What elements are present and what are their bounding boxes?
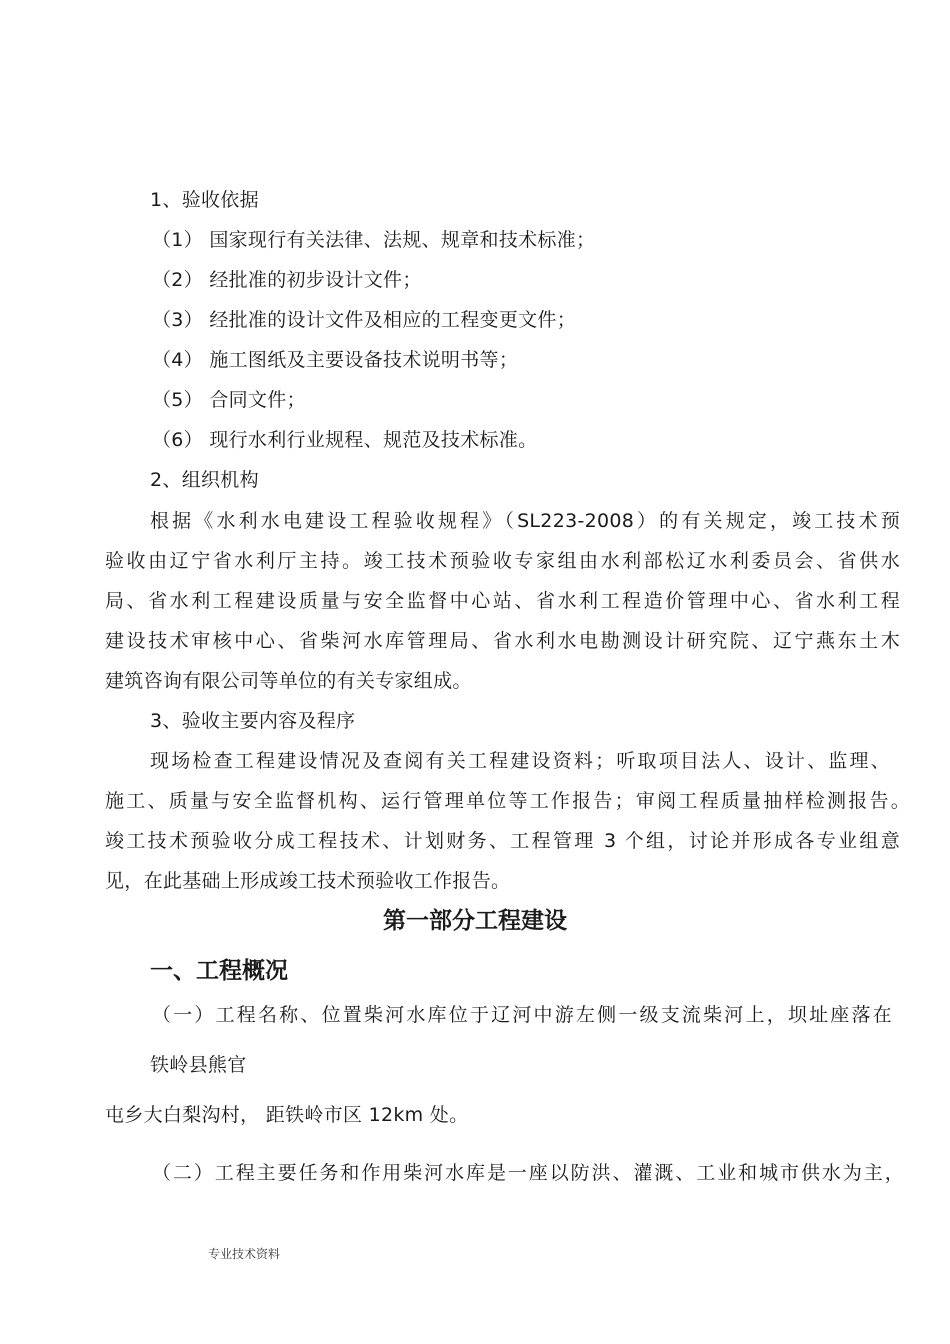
paragraph-line: 屯乡大白梨沟村， 距铁岭市区 12km 处。 [105,1104,469,1126]
paragraph-line: 建筑咨询有限公司等单位的有关专家组成。 [105,670,472,692]
page-footer: 专业技术资料 [208,1247,281,1261]
chapter-title: 一、工程概况 [150,958,288,984]
paragraph-line: 现场检查工程建设情况及查阅有关工程建设资料；听取项目法人、设计、监理、 [150,750,890,772]
paragraph-line: 根据《水利水电建设工程验收规程》（SL223-2008）的有关规定，竣工技术预 [150,510,900,532]
paragraph-line: 见，在此基础上形成竣工技术预验收工作报告。 [105,870,511,892]
paragraph-line: 验收由辽宁省水利厅主持。竣工技术预验收专家组由水利部松辽水利委员会、省供水 [105,550,900,572]
paragraph-line: 施工、质量与安全监督机构、运行管理单位等工作报告；审阅工程质量抽样检测报告。 [105,790,910,812]
paragraph-line: 铁岭县熊官 [150,1054,247,1076]
section-1-heading: 1、验收依据 [150,189,259,211]
list-item: （5） 合同文件； [152,389,306,411]
list-item: （4） 施工图纸及主要设备技术说明书等； [152,349,519,371]
paragraph-line: （二）工程主要任务和作用柴河水库是一座以防洪、灌溉、工业和城市供水为主， [152,1162,904,1184]
paragraph-line: 建设技术审核中心、省柴河水库管理局、省水利水电勘测设计研究院、辽宁燕东土木 [105,630,900,652]
paragraph-line: （一）工程名称、位置柴河水库位于辽河中游左侧一级支流柴河上，坝址座落在 [152,1004,892,1026]
section-3-heading: 3、验收主要内容及程序 [150,710,356,732]
list-item: （1） 国家现行有关法律、法规、规章和技术标准； [152,229,596,251]
part-title: 第一部分工程建设 [383,908,567,934]
section-2-heading: 2、组织机构 [150,469,259,491]
list-item: （2） 经批准的初步设计文件； [152,269,422,291]
list-item: （6） 现行水利行业规程、规范及技术标准。 [152,429,538,451]
paragraph-line: 竣工技术预验收分成工程技术、计划财务、工程管理 3 个组，讨论并形成各专业组意 [105,830,900,852]
list-item: （3） 经批准的设计文件及相应的工程变更文件； [152,309,577,331]
paragraph-line: 局、省水利工程建设质量与安全监督中心站、省水利工程造价管理中心、省水利工程 [105,590,900,612]
